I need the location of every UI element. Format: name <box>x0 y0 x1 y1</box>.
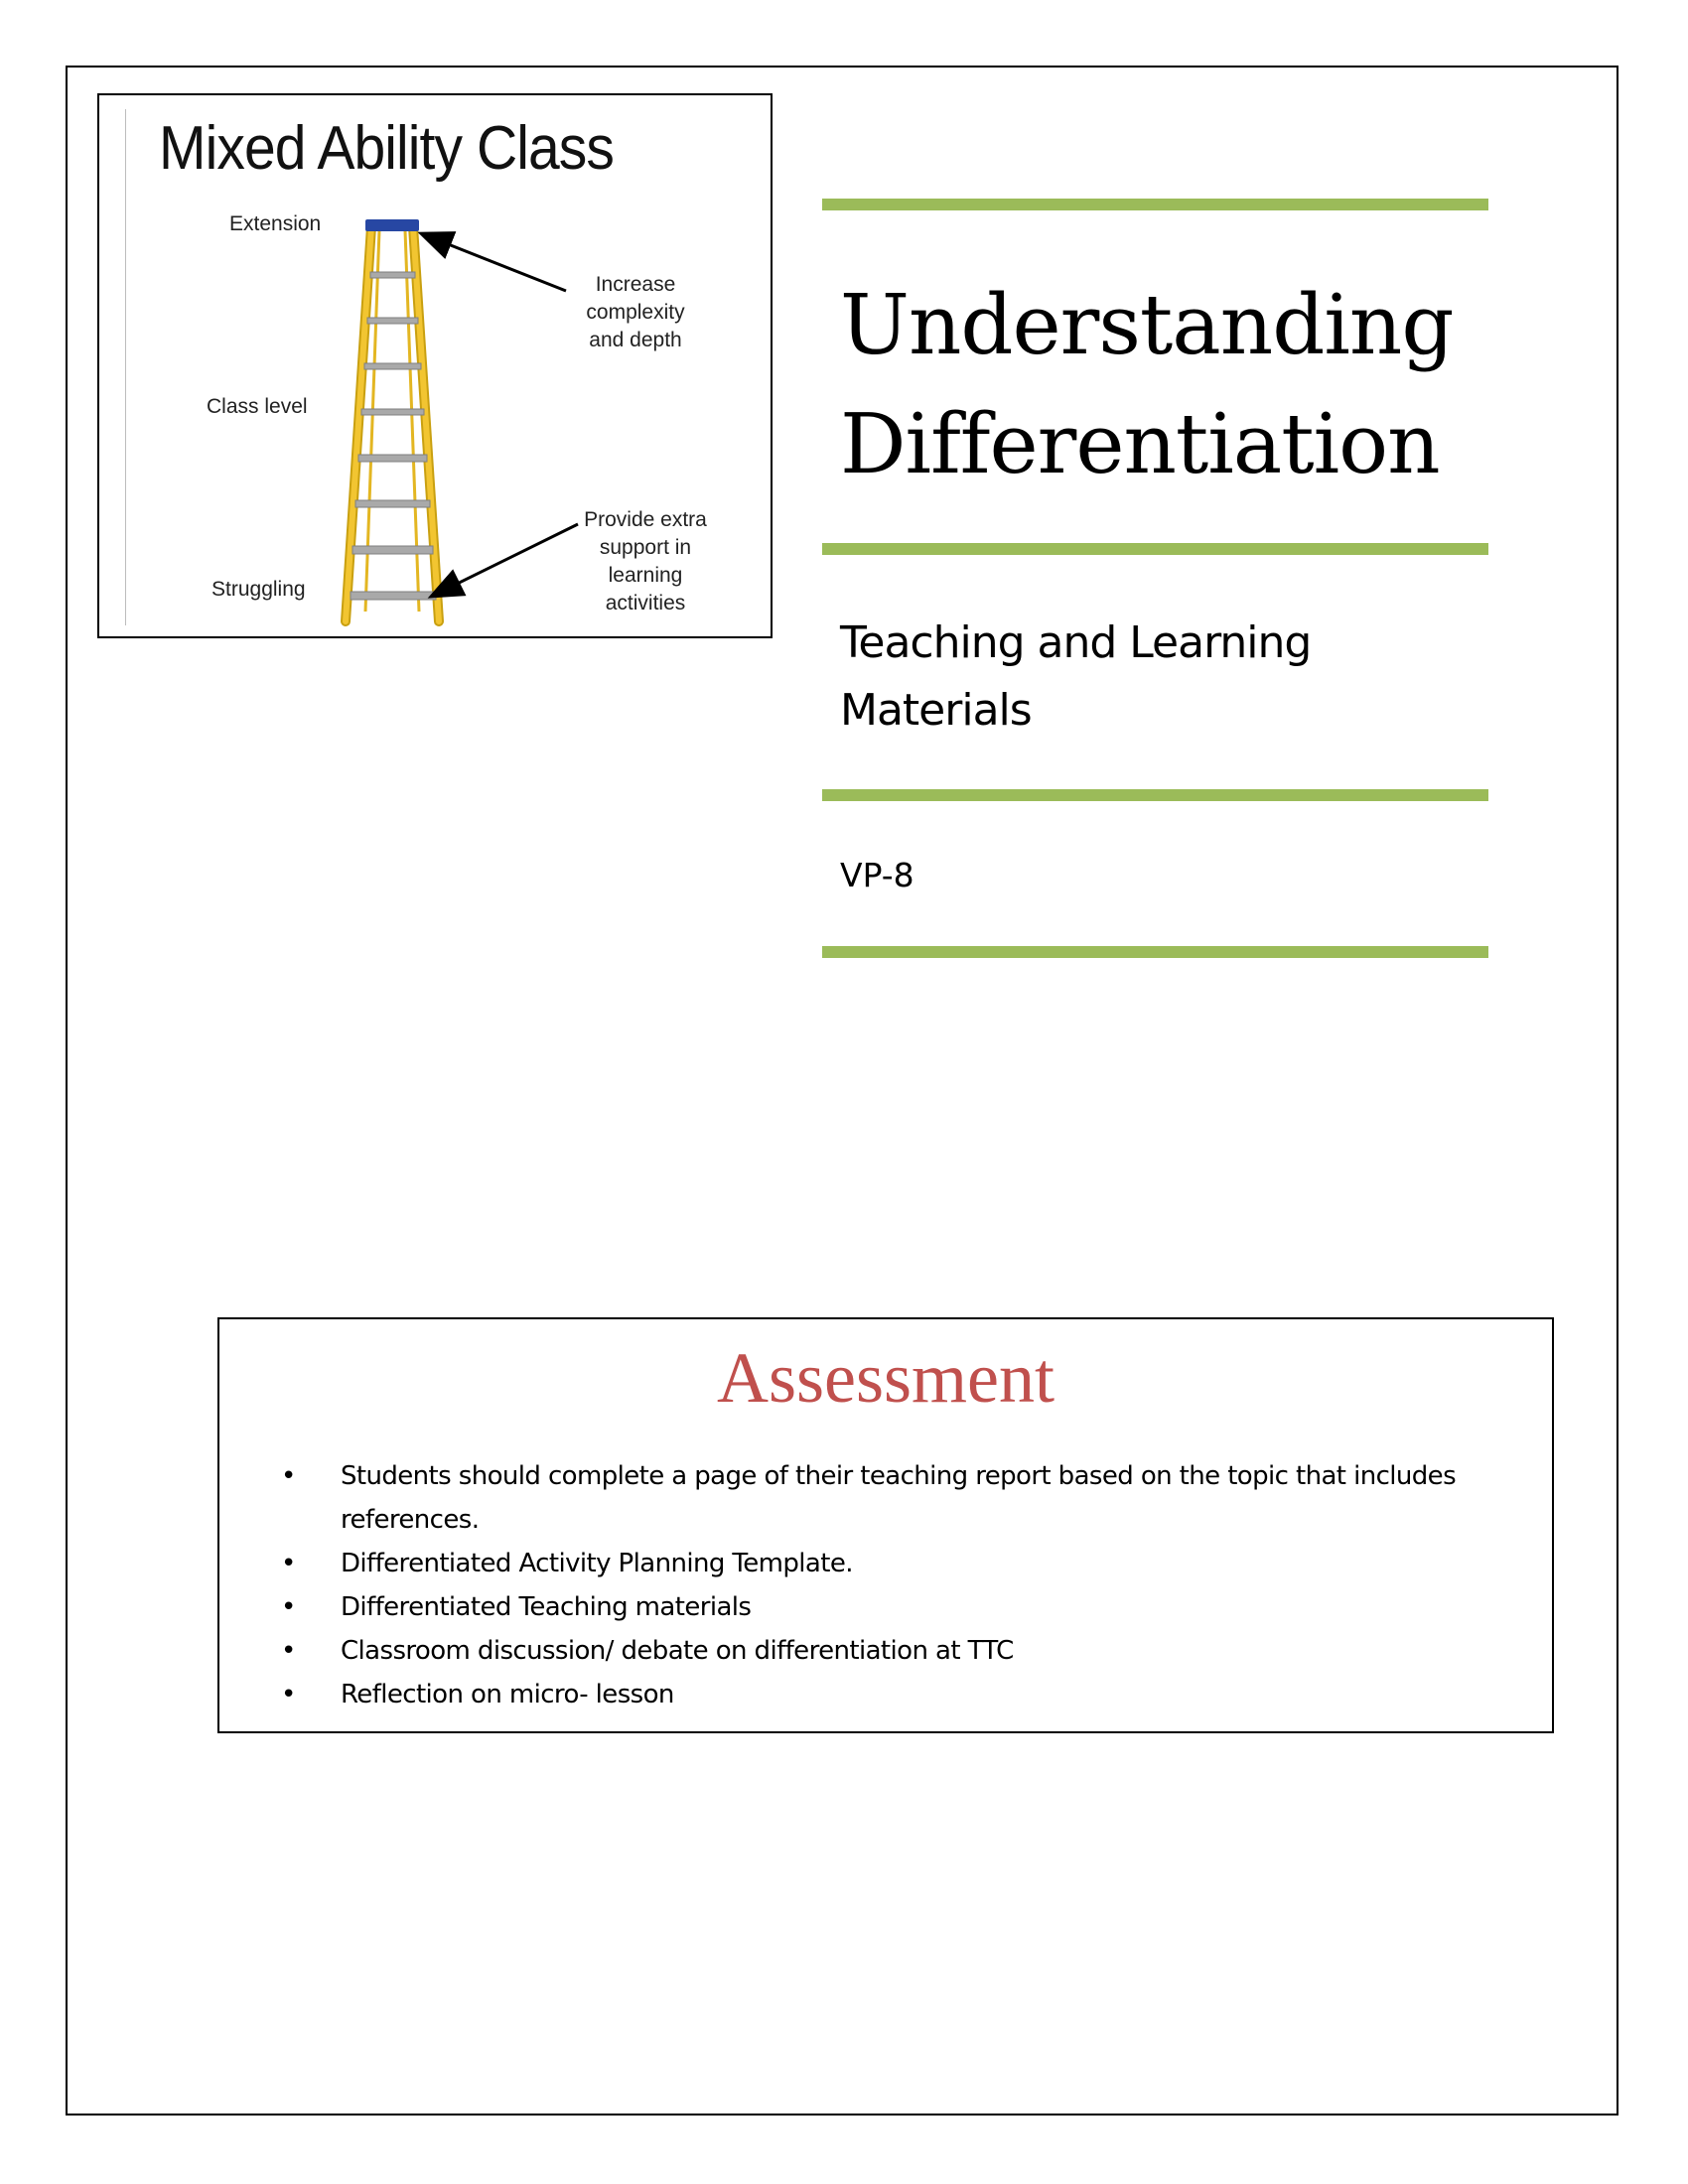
list-item: • Reflection on micro- lesson <box>281 1673 1532 1716</box>
green-rule-1 <box>822 199 1488 210</box>
note-increase-complexity: Increase complexity and depth <box>586 273 685 351</box>
mixed-ability-figure <box>97 93 773 638</box>
assessment-heading: Assessment <box>717 1338 1055 1418</box>
bullet-icon: • <box>281 1680 296 1709</box>
list-item: • Classroom discussion/ debate on differentiation at TTC <box>281 1629 1532 1673</box>
bullet-icon: • <box>281 1592 296 1622</box>
bullet-icon: • <box>281 1461 296 1491</box>
label-struggling: Struggling <box>211 578 306 601</box>
label-class-level: Class level <box>207 395 308 418</box>
figure-title: Mixed Ability Class <box>159 114 615 183</box>
list-item: • Differentiated Activity Planning Template. <box>281 1542 1532 1585</box>
document-subtitle: Teaching and Learning Materials <box>840 617 1312 736</box>
green-rule-4 <box>822 946 1488 958</box>
note-extra-support: Provide extra support in learning activities <box>584 508 707 614</box>
label-extension: Extension <box>229 212 322 235</box>
green-rule-3 <box>822 789 1488 801</box>
assessment-list <box>281 1454 1532 1716</box>
document-code: VP-8 <box>840 856 914 894</box>
assessment-box <box>217 1317 1554 1733</box>
green-rule-2 <box>822 543 1488 555</box>
list-item: • Students should complete a page of their teaching report based on the topic that includes references. <box>281 1454 1532 1542</box>
bullet-icon: • <box>281 1549 296 1578</box>
bullet-icon: • <box>281 1636 296 1666</box>
list-item: • Differentiated Teaching materials <box>281 1585 1532 1629</box>
document-title: Understanding Differentiation <box>840 277 1454 492</box>
